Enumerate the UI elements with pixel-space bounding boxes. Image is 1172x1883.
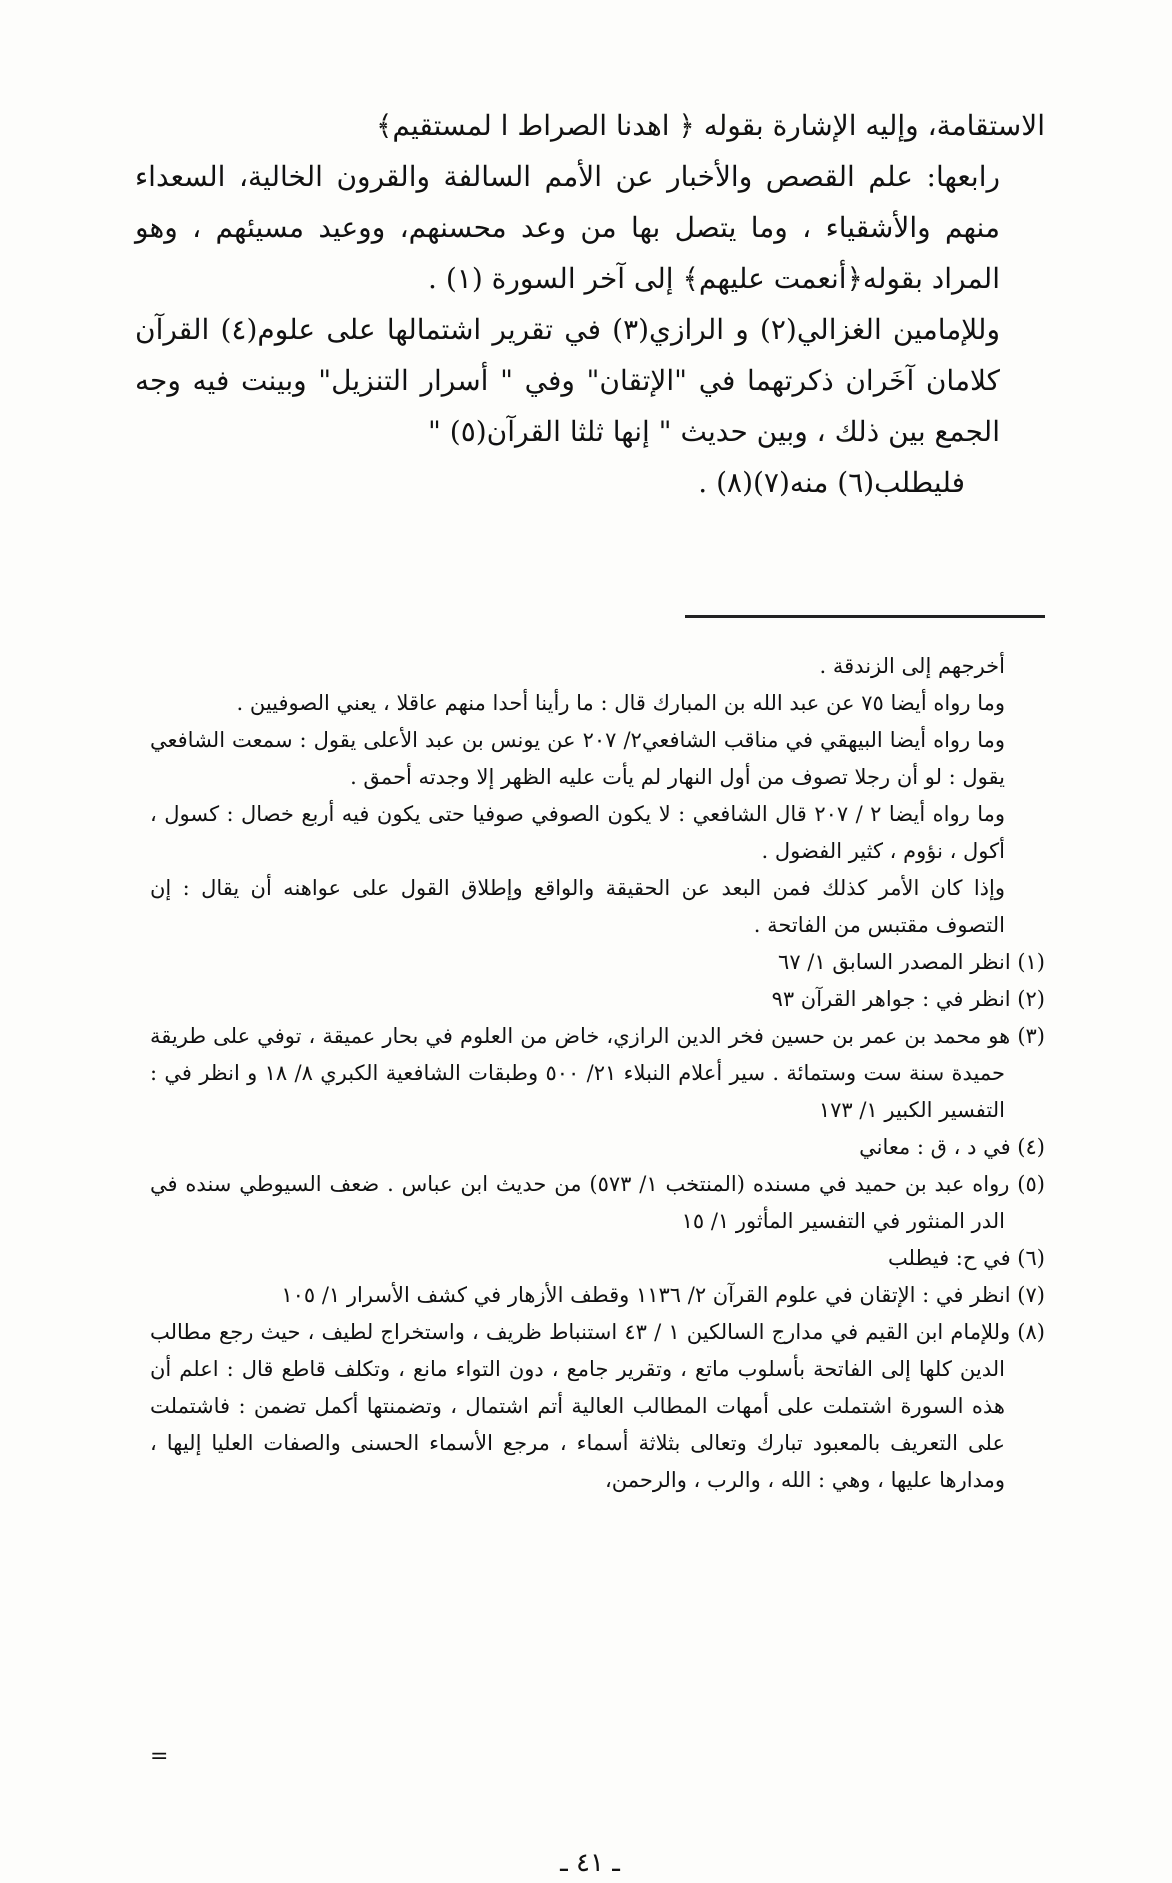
footnote-5: (٥) رواه عبد بن حميد في مسنده (المنتخب ١/ ٥٧٣) من حديث ابن عباس . ضعف السيوطي سنده في الدر المنثور في التفسير المأثور ١/ ١٥ [150,1172,1045,1233]
footnote-7: (٧) انظر في : الإتقان في علوم القرآن ٢/ ١١٣٦ وقطف الأزهار في كشف الأسرار ١/ ١٠٥ [281,1283,1045,1307]
footnote-4: (٤) في د ، ق : معاني [859,1135,1045,1159]
footnote-continuation: وما رواه أيضا ٢ / ٢٠٧ قال الشافعي : لا يكون الصوفي صوفيا حتى يكون فيه أربع خصال : كسول ، أكول ، نؤوم ، كثير الفضول . [150,802,1005,863]
footnote-continuation: أخرجهم إلى الزندقة . [819,654,1005,678]
main-text [135,100,1045,508]
footnote-8: (٨) وللإمام ابن القيم في مدارج السالكين ١ / ٤٣ استنباط ظريف ، واستخراج لطيف ، حيث رجع مطالب الدين كلها إلى الفاتحة بأسلوب ماتع ، وتقرير جامع ، دون التواء مانع ، وتكلف قاطع قال : اعلم أن هذه السورة اشتملت على أمهات المطالب العالية أتم اشتمال ، وتضمنتها أكمل تضمن : فاشتملت على التعريف بالمعبود تبارك وتعالى بثلاثة أسماء ، مرجع الأسماء الحسنى والصفات العليا إليها ، ومدارها عليها ، وهي : الله ، والرب ، والرحمن، [150,1320,1045,1492]
footnote-1: (١) انظر المصدر السابق ١/ ٦٧ [778,950,1045,974]
footnote-2: (٢) انظر في : جواهر القرآن ٩٣ [771,987,1045,1011]
footnote-continuation: وإذا كان الأمر كذلك فمن البعد عن الحقيقة والواقع وإطلاق القول على عواهنه أن يقال : إن التصوف مقتبس من الفاتحة . [150,876,1005,937]
footnote-continuation: وما رواه أيضا البيهقي في مناقب الشافعي٢/ ٢٠٧ عن يونس بن عبد الأعلى يقول : سمعت الشافعي يقول : لو أن رجلا تصوف من أول النهار لم يأت عليه الظهر إلا وجدته أحمق . [150,728,1005,789]
main-line-1: الاستقامة، وإليه الإشارة بقوله ﴿ اهدنا الصراط ا لمستقيم﴾ [375,109,1045,142]
continuation-mark: = [150,1744,169,1769]
footnotes [150,648,1045,1499]
footnote-3: (٣) هو محمد بن عمر بن حسين فخر الدين الرازي، خاض من العلوم في بحار عميقة ، توفي على طريقة حميدة سنة ست وستمائة . سير أعلام النبلاء ٢١/ ٥٠٠ وطبقات الشافعية الكبري ٨/ ١٨ و انظر في : التفسير الكبير ١/ ١٧٣ [150,1024,1045,1122]
main-line-last: فليطلب(٦) منه(٧)(٨) . [698,466,965,499]
footnote-separator [685,615,1045,618]
footnote-continuation: وما رواه أيضا ٧٥ عن عبد الله بن المبارك قال : ما رأينا أحدا منهم عاقلا ، يعني الصوفيين . [236,691,1005,715]
main-paragraph-3: وللإمامين الغزالي(٢) و الرازي(٣) في تقرير اشتمالها على علوم(٤) القرآن كلامان آخَران ذكرتهما في "الإتقان" وفي " أسرار التنزيل" وبينت فيه وجه الجمع بين ذلك ، وبين حديث " إنها ثلثا القرآن(٥) " [135,313,1000,448]
page-number: ـ ٤١ ـ [560,1848,620,1878]
main-paragraph-2: رابعها: علم القصص والأخبار عن الأمم السالفة والقرون الخالية، السعداء منهم والأشقياء ، وما يتصل بها من وعد محسنهم، ووعيد مسيئهم ، وهو المراد بقوله﴿أنعمت عليهم﴾ إلى آخر السورة (١) . [135,160,1000,295]
footnote-6: (٦) في ح: فيطلب [887,1246,1045,1270]
